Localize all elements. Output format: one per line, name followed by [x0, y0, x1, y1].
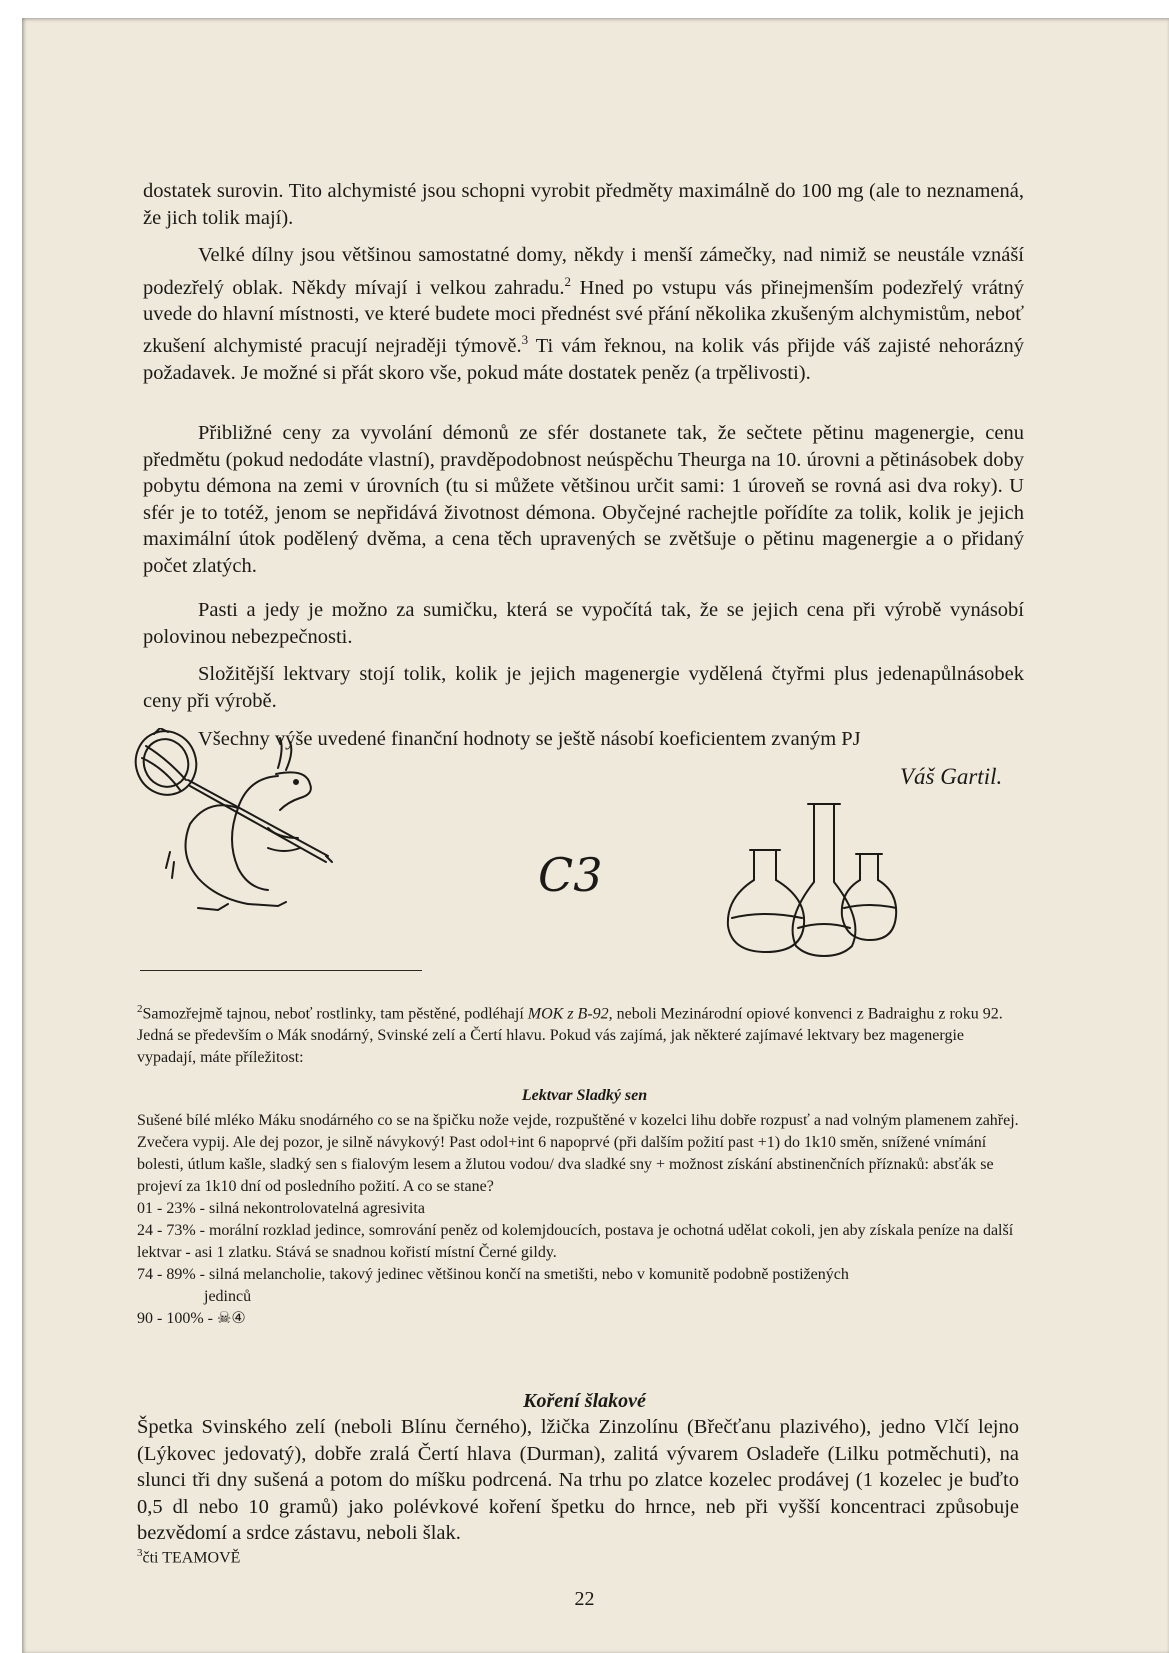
footnote-3: [137, 1547, 240, 1567]
range-line: jedinců: [204, 1288, 252, 1305]
footnote-3-text: čti TEAMOVĚ: [142, 1549, 241, 1567]
footnote-mark-3: 3: [521, 332, 529, 348]
paragraph-prices-text: Přibližné ceny za vyvolání démonů ze sfér dostanete tak, že sečtete pětinu magenergie, cenu předmětu (pokud nedodáte vlastní), pravděpodobnost neúspěchu Theurga na 10. úrovni a pětinásobek doby pobytu démona na zemi v úrovních (tu si můžete většinou určit sami: 1 úroveň se rovná asi dva roky). U sfér je to totéž, jenom se nepřidává životnost démona. Obyčejné rachejtle pořídíte za tolik, kolik je jejich maximální útok podělený dvěma, a cena těch upravených se zvětšuje o pětinu magenergie a o přidaný počet zlatých.: [143, 422, 1024, 577]
paragraph-traps-text: Pasti a jedy je možno za sumičku, která se vypočítá tak, že se jejich cena při výrobě vynásobí polovinou nebezpečnosti.: [143, 599, 1024, 648]
range-line: 01 - 23% - silná nekontrolovatelná agresivita: [137, 1200, 425, 1217]
recipe-title-stroke-spice: Koření šlakové: [523, 1390, 646, 1412]
footnote-2-text-b: , neboli Mezinárodní opiové konvenci z Badraighu z roku 92. Jedná se především o Mák snodárný, Svinské zelí a Čertí hlavu. Pokud vás zajímá, jak některé zajímavé lektvary bez magenergie vypadají, máte příležitost:: [137, 1005, 1003, 1067]
paragraph-workshops: [143, 242, 1024, 386]
recipe-sweet-dream-text: Sušené bílé mléko Máku snodárného co se na špičku nože vejde, rozpuštěné v kozelci lihu dobře rozpusť a nad volným plamenem zahřej. Zvečera vypij. Ale dej pozor, je silně návykový! Past odol+int 6 napoprvé (při dalším požití past +1) do 1k10 směn, snížené vnímání bolesti, útlum kašle, sladký sen s fialovým lesem a žlutou vodou/ dva sladké sny + možnost získání abstinenčních příznaků: absťák se projeví za 1k10 dní od posledního požití. A co se stane?: [137, 1112, 1019, 1195]
footnote-2-mark: 2: [137, 1003, 143, 1015]
intro-paragraph: [143, 178, 1024, 231]
flasks-illustration: [724, 800, 914, 960]
footnote-2-text-a: Samozřejmě tajnou, neboť rostlinky, tam pěstěné, podléhají: [142, 1005, 528, 1023]
paragraph-traps: [143, 597, 1024, 650]
paragraph-potions: [143, 661, 1024, 714]
footnote-3-mark: 3: [137, 1547, 143, 1559]
range-line: 24 - 73% - morální rozklad jedince, somrování peněz od kolemjdoucích, postava je ochotná udělat cokoli, jen aby získala peníze na další lektvar - asi 1 zlatku. Stává se snadnou kořistí místní Černé gildy.: [137, 1222, 1014, 1261]
page-number: 22: [574, 1588, 595, 1610]
signature: Váš Gartil.: [900, 764, 1003, 789]
paragraph-potions-text: Složitější lektvary stojí tolik, kolik je jejich magenergie vydělená čtyřmi plus jedenapůlnásobek ceny při výrobě.: [143, 663, 1024, 712]
paragraph-coefficient: Všechny výše uvedené finanční hodnoty se ještě násobí koeficientem zvaným PJ: [198, 728, 861, 750]
range-line: 90 - 100% - ☠④: [137, 1310, 246, 1327]
paragraph-text-c: Ti vám řeknou, na kolik vás přijde váš zajisté nehorázný požadavek. Je možné si přát skoro vše, pokud máte dostatek peněz (a trpělivosti).: [143, 335, 1024, 384]
intro-text: dostatek surovin. Tito alchymisté jsou schopni vyrobit předměty maximálně do 100 mg (ale to neznamená, že jich tolik mají).: [143, 180, 1024, 229]
paragraph-text-b: Hned po vstupu vás přinejmenším podezřelý vrátný uvede do hlavní místnosti, ve které budete moci přednést své přání několika zkušeným alchymistům, neboť zkušení alchymisté pracují nejraději týmově.: [143, 276, 1024, 358]
footnote-mark-2: 2: [564, 273, 572, 289]
squirrel-illustration: [128, 728, 358, 938]
ornament-glyph: C3: [538, 848, 603, 902]
recipe-stroke-spice-text: Špetka Svinského zelí (neboli Blínu černého), lžička Zinzolínu (Břečťanu plazivého), jedno Vlčí lejno (Lýkovec jedovatý), dobře zralá Čertí hlava (Durman), zalitá vývarem Osladeře (Lilku potměchuti), na slunci tři dny sušená a potom do míšku podrcená. Na trhu po zlatce kozelec prodávej (1 kozelec je buďto 0,5 dl nebo 10 gramů) jako polévkové koření špetku do hrnce, neb při vyšší koncentraci způsobuje bezvědomí a srdce zástavu, neboli šlak.: [137, 1416, 1019, 1544]
footnote-2: [137, 998, 1021, 1069]
paragraph-text-a: Velké dílny jsou většinou samostatné domy, někdy i menší zámečky, nad nimiž se neustále vznáší podezřelý oblak. Někdy mívají i velkou zahradu.: [143, 244, 1024, 299]
footnote-rule: [140, 970, 422, 971]
range-line: 74 - 89% - silná melancholie, takový jedinec většinou končí na smetišti, nebo v komunitě podobně postižených: [137, 1266, 849, 1283]
recipe-sweet-dream: [137, 1110, 1021, 1330]
recipe-title-sweet-dream: Lektvar Sladký sen: [521, 1087, 648, 1104]
footnote-2-italic: MOK z B-92: [527, 1005, 609, 1023]
paragraph-prices: [143, 420, 1024, 579]
